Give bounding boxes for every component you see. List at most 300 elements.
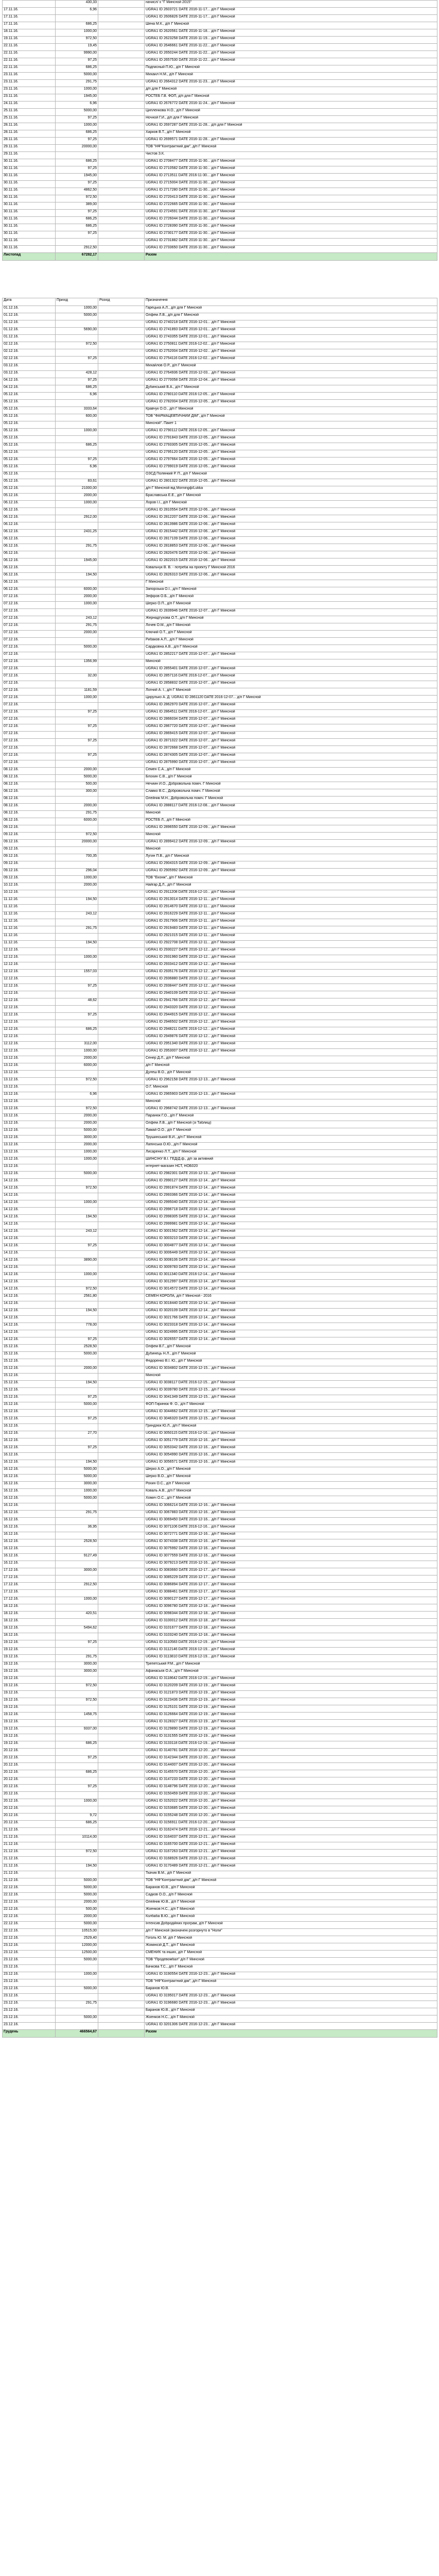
cell-purpose: Трушинський В.Й., д/п Г Минсной <box>145 1136 437 1143</box>
table-row <box>3 101 437 109</box>
cell-expense <box>98 1172 145 1179</box>
cell-date: 21.12.16. <box>3 1857 56 1864</box>
cell-date: 30.11.16. <box>3 195 56 202</box>
cell-income: 2000,00 <box>56 768 98 775</box>
cell-expense <box>98 609 145 616</box>
cell-expense <box>98 1547 145 1554</box>
cell-date: 07.12.16. <box>3 703 56 710</box>
cell-expense <box>98 429 145 436</box>
cell-date: 05.12.16. <box>3 472 56 479</box>
table-row <box>3 602 437 609</box>
cell-expense <box>98 587 145 595</box>
cell-date: 08.12.16. <box>3 804 56 811</box>
cell-date: 20.12.16. <box>3 1785 56 1792</box>
table-row <box>3 472 437 479</box>
cell-purpose: UGRA1 ID 2801322 DATE 2016-12-05... д/п Г Минсной <box>145 479 437 486</box>
cell-purpose: UGRA1 ID 2697287 DATE 2016-11-28... д/п для Г Минсной <box>145 123 437 130</box>
cell-purpose: UGRA1 ID 2869415 DATE 2016-12-07... д/п Г Минсной <box>145 732 437 739</box>
cell-income: 2528,50 <box>56 1345 98 1352</box>
cell-expense <box>98 1265 145 1273</box>
cell-purpose: UGRA1 ID 3038117 DATE 2016-12-15... д/п Г Минсной <box>145 1381 437 1388</box>
cell-expense <box>98 1446 145 1453</box>
cell-income <box>56 1388 98 1395</box>
cell-expense <box>98 796 145 804</box>
cell-income <box>56 580 98 587</box>
cell-purpose: ТОВ "НФ"Контрактний дім", д/п Г Минсной <box>145 1878 437 1886</box>
cell-date: 22.11.16. <box>3 51 56 58</box>
cell-purpose: Олейник Ю.В., д/п Г Минсной <box>145 1900 437 1907</box>
cell-income <box>56 1734 98 1741</box>
table-row <box>3 1215 437 1222</box>
cell-date: 07.12.16. <box>3 717 56 724</box>
table-row <box>3 1871 437 1878</box>
cell-income: 97,25 <box>56 457 98 465</box>
cell-income <box>56 335 98 342</box>
cell-expense <box>98 65 145 73</box>
cell-date: 15.12.16. <box>3 1374 56 1381</box>
table-row <box>3 768 437 775</box>
cell-income <box>56 1453 98 1460</box>
cell-date: 21.12.16. <box>3 1878 56 1886</box>
cell-expense <box>98 1323 145 1330</box>
cell-expense <box>98 1215 145 1222</box>
cell-purpose: UGRA1 ID 2733650 DATE 2016-11-30... д/п Г Минсной <box>145 246 437 253</box>
cell-date: 16.12.16. <box>3 1496 56 1503</box>
cell-expense <box>98 1020 145 1027</box>
cell-income: 97,25 <box>56 138 98 145</box>
cell-income: 428,12 <box>56 371 98 378</box>
table-row <box>3 1763 437 1770</box>
cell-date: 30.11.16. <box>3 181 56 188</box>
cell-purpose: UGRA1 ID 3085229 DATE 2016-12-17... д/п Г Минсной <box>145 1575 437 1583</box>
cell-date: 13.12.16. <box>3 1099 56 1107</box>
cell-income: 389,00 <box>56 202 98 210</box>
cell-date: 14.12.16. <box>3 1316 56 1323</box>
cell-income <box>56 1749 98 1756</box>
cell-expense <box>98 573 145 580</box>
cell-date: 12.12.16. <box>3 984 56 991</box>
table-row <box>3 1143 437 1150</box>
table-row <box>3 1049 437 1056</box>
cell-date: 13.12.16. <box>3 1114 56 1121</box>
cell-date: 05.12.16. <box>3 436 56 443</box>
cell-purpose: Найгар Д.Л., д/п Г Минсной <box>145 883 437 890</box>
cell-expense <box>98 1713 145 1720</box>
cell-purpose: Лапінська О.Ю., д/п Г Минсной <box>145 1143 437 1150</box>
table-row <box>3 239 437 246</box>
cell-date: 06.12.16. <box>3 530 56 537</box>
cell-expense <box>98 2015 145 2023</box>
cell-date: 13.12.16. <box>3 1164 56 1172</box>
table-row <box>3 1229 437 1236</box>
cell-date: 17.12.16. <box>3 1597 56 1604</box>
table-row <box>3 1698 437 1705</box>
cell-date: 02.12.16. <box>3 349 56 357</box>
table-row <box>3 58 437 65</box>
cell-date: 17.11.16. <box>3 22 56 29</box>
cell-expense <box>98 174 145 181</box>
cell-purpose: UGRA1 ID 3195017 DATE 2016-12-23... д/п Г Минсной <box>145 1994 437 2001</box>
cell-expense <box>98 1655 145 1662</box>
table-row <box>3 998 437 1006</box>
table-row <box>3 1857 437 1864</box>
cell-income: 194,50 <box>56 897 98 905</box>
table-row <box>3 760 437 768</box>
cell-date: 07.12.16. <box>3 616 56 623</box>
table-row <box>3 840 437 847</box>
cell-expense <box>98 414 145 421</box>
cell-income: 2000,00 <box>56 1914 98 1922</box>
cell-income <box>56 1236 98 1244</box>
cell-date: 08.12.16. <box>3 789 56 796</box>
cell-income <box>56 1842 98 1850</box>
cell-purpose: Лугин П.В., д/п Г Минсной <box>145 854 437 861</box>
cell-expense <box>98 138 145 145</box>
cell-income: 972,50 <box>56 1698 98 1705</box>
cell-date: 05.12.16. <box>3 465 56 472</box>
header-date: Дата <box>3 298 56 306</box>
cell-purpose: UGRA1 ID 3129890 DATE 2016-12-19... д/п Г Минсной <box>145 1727 437 1734</box>
cell-date: 09.12.16. <box>3 861 56 869</box>
table-row <box>3 681 437 688</box>
cell-income <box>56 1705 98 1713</box>
cell-date: 13.12.16. <box>3 1150 56 1157</box>
cell-expense <box>98 1979 145 1987</box>
cell-purpose: UGRA1 ID 2948211 DATE 2016-12-12... д/п Г Минсной <box>145 1027 437 1035</box>
table-row <box>3 1554 437 1561</box>
cell-income: 97,25 <box>56 378 98 385</box>
table-row <box>3 688 437 696</box>
table-row <box>3 1381 437 1388</box>
cell-purpose: Лоров І.І., д/п Г Минсной <box>145 501 437 508</box>
table-row <box>3 1236 437 1244</box>
cell-income: 1000,00 <box>56 501 98 508</box>
cell-income: 32,00 <box>56 674 98 681</box>
table-row <box>3 580 437 587</box>
cell-expense <box>98 905 145 912</box>
cell-date: 20.12.16. <box>3 1770 56 1777</box>
cell-income <box>56 1265 98 1273</box>
table-row <box>3 1251 437 1258</box>
table-row <box>3 1453 437 1460</box>
cell-income: 972,50 <box>56 1684 98 1691</box>
cell-purpose: UGRA1 ID 2931960 DATE 2016-12-12... д/п Г Минсной <box>145 955 437 962</box>
table-row <box>3 955 437 962</box>
cell-purpose: UGRA1 ID 3053342 DATE 2016-12-16... д/п Г Минсной <box>145 1446 437 1453</box>
cell-date: 16.12.16. <box>3 1561 56 1568</box>
table-row <box>3 1626 437 1633</box>
table-row <box>3 1503 437 1511</box>
cell-date: 19.12.16. <box>3 1734 56 1741</box>
cell-date: 06.12.16. <box>3 551 56 558</box>
table-row <box>3 1821 437 1828</box>
cell-date: 12.12.16. <box>3 998 56 1006</box>
cell-expense <box>98 8 145 15</box>
table-row <box>3 1085 437 1092</box>
cell-income <box>56 1792 98 1799</box>
cell-date: 21.12.16. <box>3 1828 56 1835</box>
cell-expense <box>98 1438 145 1446</box>
cell-date: 09.12.16. <box>3 854 56 861</box>
cell-purpose: UGRA1 ID 2731882 DATE 2016-11-30... д/п Г Минсной <box>145 239 437 246</box>
cell-purpose: UGRA1 ID 2754116 DATE 2016-12-02... д/п Г Минсной <box>145 357 437 364</box>
cell-date: 04.12.16. <box>3 385 56 393</box>
cell-expense <box>98 1763 145 1770</box>
table-row <box>3 1965 437 1972</box>
table-row <box>3 530 437 537</box>
table-row <box>3 1186 437 1193</box>
cell-expense <box>98 1352 145 1359</box>
cell-expense <box>98 202 145 210</box>
cell-expense <box>98 22 145 29</box>
total-caption: Разом <box>145 253 437 261</box>
table-row <box>3 724 437 732</box>
cell-income <box>56 1777 98 1785</box>
cell-date: 08.12.16. <box>3 782 56 789</box>
cell-expense <box>98 739 145 746</box>
table-row <box>3 1287 437 1294</box>
cell-date: 30.11.16. <box>3 188 56 195</box>
cell-date: 14.12.16. <box>3 1179 56 1186</box>
cell-expense <box>98 1027 145 1035</box>
cell-date: 18.12.16. <box>3 1604 56 1612</box>
cell-date: 04.12.16. <box>3 378 56 385</box>
cell-expense <box>98 580 145 587</box>
table-row <box>3 152 437 159</box>
cell-expense <box>98 1857 145 1864</box>
cell-date: 05.12.16. <box>3 494 56 501</box>
table-row <box>3 674 437 681</box>
cell-date: 03.12.16. <box>3 371 56 378</box>
cell-income: 4862,50 <box>56 188 98 195</box>
cell-expense <box>98 1835 145 1842</box>
cell-expense <box>98 1929 145 1936</box>
cell-purpose: UGRA1 ID 2810554 DATE 2016-12-06... д/п Г Минсной <box>145 508 437 515</box>
cell-income: 5000,00 <box>56 1172 98 1179</box>
cell-date: 15.12.16. <box>3 1410 56 1417</box>
cell-purpose: UGRA1 ID 3072771 DATE 2016-12-16... д/п Г Минсной <box>145 1532 437 1539</box>
cell-purpose: UGRA1 ID 2951340 DATE 2016-12-12... д/п Г Минсной <box>145 1042 437 1049</box>
cell-date: 06.12.16. <box>3 522 56 530</box>
cell-income: 20000,00 <box>56 840 98 847</box>
cell-expense <box>98 595 145 602</box>
cell-date: 07.12.16. <box>3 696 56 703</box>
cell-purpose: UGRA1 ID 2867720 DATE 2016-12-07... д/п Г Минсной <box>145 724 437 732</box>
cell-purpose: інтернет-магазин НСТ, НОБ020 <box>145 1164 437 1172</box>
table-row <box>3 934 437 941</box>
cell-income <box>56 1994 98 2001</box>
table-row <box>3 414 437 421</box>
cell-income: 972,50 <box>56 1078 98 1085</box>
cell-income <box>56 681 98 688</box>
cell-purpose: UGRA1 ID 3156911 DATE 2016-12-20... д/п Г Минсной <box>145 1821 437 1828</box>
cell-income: 5000,00 <box>56 1467 98 1475</box>
cell-income: 2000,00 <box>56 1366 98 1374</box>
cell-income: 430,33 <box>56 1 98 8</box>
cell-income <box>56 1763 98 1770</box>
table-row <box>3 1157 437 1164</box>
cell-purpose: UGRA1 ID 3100012 DATE 2016-12-18... д/п Г Минсной <box>145 1619 437 1626</box>
cell-date: 06.12.16. <box>3 544 56 551</box>
cell-expense <box>98 1136 145 1143</box>
cell-purpose: UGRA1 ID 3090127 DATE 2016-12-17... д/п Г Минсной <box>145 1597 437 1604</box>
cell-expense <box>98 1330 145 1337</box>
table-row <box>3 1929 437 1936</box>
cell-purpose: UGRA1 ID 2699571 DATE 2016-11-28... д/п Г Минсной <box>145 138 437 145</box>
cell-expense <box>98 188 145 195</box>
cell-income <box>56 1691 98 1698</box>
ledger-table-december <box>2 298 437 2038</box>
cell-purpose: UGRA1 ID 2888117 DATE 2016-12-08... д/п Г Минсной <box>145 804 437 811</box>
cell-expense <box>98 1107 145 1114</box>
cell-purpose: UGRA1 ID 2991874 DATE 2016-12-14... д/п Г Минсной <box>145 1186 437 1193</box>
cell-purpose: UGRA1 ID 3041349 DATE 2016-12-15... д/п Г Минсной <box>145 1395 437 1402</box>
table-row <box>3 400 437 407</box>
table-row <box>3 1446 437 1453</box>
cell-income: 1000,00 <box>56 1972 98 1979</box>
cell-expense <box>98 623 145 631</box>
cell-income: 1945,00 <box>56 558 98 566</box>
cell-purpose: UGRA1 ID 2993366 DATE 2016-12-14... д/п Г Минсной <box>145 1193 437 1200</box>
cell-purpose: UGRA1 ID 2899412 DATE 2016-12-09... д/п Г Минсной <box>145 840 437 847</box>
table-row <box>3 1345 437 1352</box>
cell-purpose: Ципленкова Н.О., д/п Г Минсной <box>145 109 437 116</box>
cell-expense <box>98 1886 145 1893</box>
cell-expense <box>98 847 145 854</box>
cell-date: 19.11.16. <box>3 37 56 44</box>
cell-expense <box>98 883 145 890</box>
cell-purpose: UGRA1 ID 2875990 DATE 2016-12-07... д/п Г Минсной <box>145 760 437 768</box>
cell-expense <box>98 1236 145 1244</box>
cell-income <box>56 1006 98 1013</box>
cell-income: 9337,00 <box>56 1727 98 1734</box>
cell-expense <box>98 217 145 224</box>
cell-expense <box>98 1756 145 1763</box>
cell-expense <box>98 1604 145 1612</box>
cell-purpose: Логний А. І., д/п Г Минсной <box>145 688 437 696</box>
cell-purpose: UGRA1 ID 3009783 DATE 2016-12-14... д/п Г Минсной <box>145 1265 437 1273</box>
cell-income: 2000,00 <box>56 631 98 638</box>
cell-income: 2000,00 <box>56 595 98 602</box>
cell-date: 28.11.16. <box>3 123 56 130</box>
cell-income: 243,12 <box>56 1229 98 1236</box>
cell-income <box>56 508 98 515</box>
cell-date: 22.12.16. <box>3 1922 56 1929</box>
cell-income: 686,25 <box>56 130 98 138</box>
cell-income <box>56 472 98 479</box>
cell-income: 97,25 <box>56 1446 98 1453</box>
cell-purpose: UGRA1 ID 2940109 DATE 2016-12-12... д/п Г Минсной <box>145 991 437 998</box>
ledger-table-november <box>2 0 437 261</box>
cell-purpose: Трепетський Р.М., д/п Г Минсной <box>145 1662 437 1669</box>
cell-date: 16.12.16. <box>3 1503 56 1511</box>
cell-purpose: UGRA1 ID 3069450 DATE 2016-12-16... д/п Г Минсной <box>145 1518 437 1525</box>
cell-expense <box>98 1164 145 1172</box>
cell-income: 5000,00 <box>56 1958 98 1965</box>
cell-expense <box>98 977 145 984</box>
cell-purpose: UGRA1 ID 3067883 DATE 2016-12-16... д/п Г Минсной <box>145 1511 437 1518</box>
cell-date: 22.12.16. <box>3 1907 56 1914</box>
cell-purpose: UGRA1 ID 2720413 DATE 2016-11-30... д/п Г Минсной <box>145 195 437 202</box>
cell-date: 14.12.16. <box>3 1251 56 1258</box>
cell-date: 20.12.16. <box>3 1756 56 1763</box>
cell-date: 07.12.16. <box>3 645 56 652</box>
cell-expense <box>98 306 145 313</box>
cell-date: 05.12.16. <box>3 414 56 421</box>
cell-expense <box>98 479 145 486</box>
cell-expense <box>98 1503 145 1511</box>
cell-date: 07.12.16. <box>3 667 56 674</box>
cell-expense <box>98 1085 145 1092</box>
cell-purpose: UGRA1 ID 3020109 DATE 2016-12-14... д/п Г Минсной <box>145 1309 437 1316</box>
cell-purpose: UGRA1 ID 2943320 DATE 2016-12-12... д/п Г Минсной <box>145 1006 437 1013</box>
cell-expense <box>98 73 145 80</box>
table-row <box>3 522 437 530</box>
cell-income <box>56 1590 98 1597</box>
cell-purpose: UGRA1 ID 2782004 DATE 2016-12-05... д/п Г Минсной <box>145 400 437 407</box>
cell-purpose: UGRA1 ID 3008106 DATE 2016-12-14... д/п Г Минсной <box>145 1258 437 1265</box>
table-row <box>3 638 437 645</box>
table-row <box>3 1301 437 1309</box>
cell-expense <box>98 912 145 919</box>
cell-income: 97,25 <box>56 181 98 188</box>
table-row <box>3 515 437 522</box>
cell-expense <box>98 145 145 152</box>
cell-income: 2000,00 <box>56 1121 98 1128</box>
cell-date: 30.11.16. <box>3 246 56 253</box>
cell-income: 5000,00 <box>56 1922 98 1929</box>
cell-purpose: UGRA1 ID 3034802 DATE 2016-12-15... д/п Г Минсной <box>145 1366 437 1374</box>
cell-purpose: UGRA1 ID 2797664 DATE 2016-12-05... д/п Г Минсной <box>145 457 437 465</box>
table-row <box>3 159 437 166</box>
cell-expense <box>98 998 145 1006</box>
cell-date: 10.12.16. <box>3 883 56 890</box>
cell-purpose: UGRA1 ID 3120209 DATE 2016-12-19... д/п Г Минсной <box>145 1684 437 1691</box>
table-row <box>3 385 437 393</box>
table-row <box>3 51 437 58</box>
cell-purpose: UGRA1 ID 3145570 DATE 2016-12-20... д/п Г Минсной <box>145 1770 437 1777</box>
cell-expense <box>98 1316 145 1323</box>
cell-expense <box>98 515 145 522</box>
cell-income: 243,12 <box>56 912 98 919</box>
cell-purpose: UGRA1 ID 3121873 DATE 2016-12-19... д/п Г Минсной <box>145 1691 437 1698</box>
cell-purpose: UGRA1 ID 3155248 DATE 2016-12-20... д/п Г Минсной <box>145 1814 437 1821</box>
cell-purpose: Подписный П.Ю., д/п Г Минсной <box>145 65 437 73</box>
cell-income: 1356,99 <box>56 659 98 667</box>
cell-date: 08.12.16. <box>3 811 56 818</box>
cell-income <box>56 1374 98 1381</box>
cell-date: 12.12.16. <box>3 962 56 970</box>
cell-income: 27,70 <box>56 1431 98 1438</box>
table-row <box>3 1532 437 1539</box>
cell-purpose: UGRA1 ID 3153685 DATE 2016-12-20... д/п Г Минсной <box>145 1806 437 1814</box>
cell-income <box>56 948 98 955</box>
cell-date: 06.12.16. <box>3 558 56 566</box>
cell-expense <box>98 1395 145 1402</box>
cell-expense <box>98 1431 145 1438</box>
cell-date: 18.11.16. <box>3 29 56 37</box>
table-row <box>3 1200 437 1208</box>
cell-income: 291,75 <box>56 1511 98 1518</box>
cell-date: 11.12.16. <box>3 919 56 926</box>
cell-expense <box>98 991 145 998</box>
cell-purpose: д/п Г Минсной <box>145 1063 437 1071</box>
cell-date: 13.12.16. <box>3 1143 56 1150</box>
cell-income: 291,75 <box>56 811 98 818</box>
cell-expense <box>98 231 145 239</box>
table-row <box>3 1785 437 1792</box>
cell-income <box>56 1410 98 1417</box>
